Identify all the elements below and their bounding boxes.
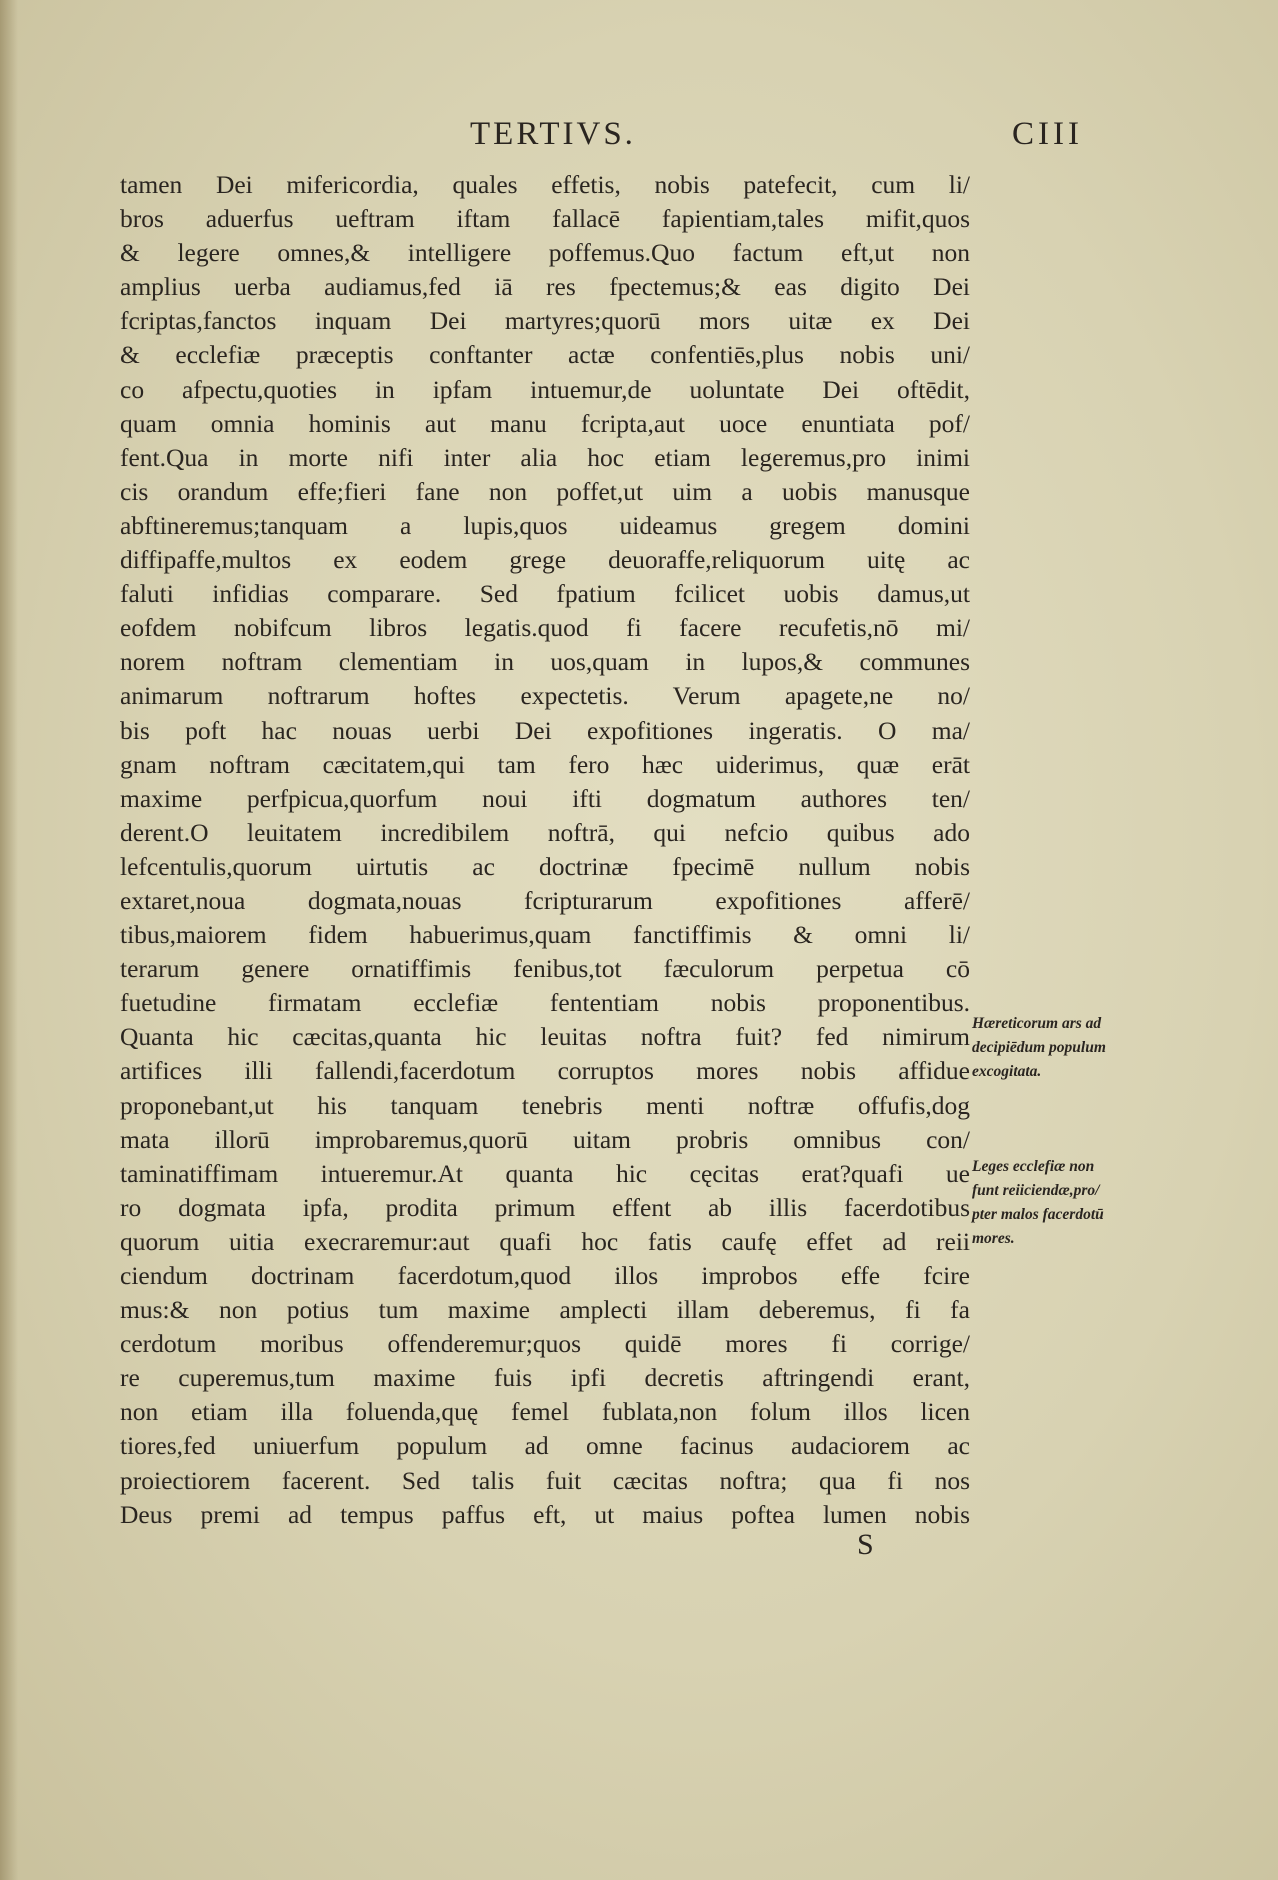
marginal-note-line: mores. — [972, 1230, 1015, 1247]
text-line: fuetudine firmatam ecclefiæ fententiam nobis proponentibus. — [120, 988, 970, 1018]
text-line: derent.O leuitatem incredibilem noftrā, qui nefcio quibus ado — [120, 817, 970, 847]
text-line: cerdotum moribus offenderemur;quos quidē mores fi corrige/ — [120, 1329, 970, 1359]
text-line: proiectiorem facerent. Sed talis fuit cæcitas noftra; qua fi nos — [120, 1465, 970, 1495]
text-line: tamen Dei mifericordia, quales effetis, nobis patefecit, cum li/ — [120, 170, 970, 199]
text-line: terarum genere ornatiffimis fenibus,tot fæculorum perpetua cō — [120, 954, 970, 984]
text-line: non etiam illa foluenda,quę femel fublata,non folum illos licen — [120, 1397, 970, 1427]
text-line: & ecclefiæ præceptis conftanter actæ confentiēs,plus nobis uni/ — [120, 340, 970, 370]
text-line: taminatiffimam intueremur.At quanta hic cęcitas erat?quafi ue — [120, 1158, 970, 1188]
text-line: eofdem nobifcum libros legatis.quod fi facere recufetis,nō mi/ — [120, 613, 970, 643]
text-line: tibus,maiorem fidem habuerimus,quam fanctiffimis & omni li/ — [120, 920, 970, 950]
text-line: amplius uerba audiamus,fed iā res fpectemus;& eas digito Dei — [120, 272, 970, 302]
text-line: co afpectu,quoties in ipfam intuemur,de uoluntate Dei oftēdit, — [120, 374, 970, 404]
text-line: ciendum doctrinam facerdotum,quod illos improbos effe fcire — [120, 1261, 970, 1290]
text-line: quam omnia hominis aut manu fcripta,aut uoce enuntiata pof/ — [120, 408, 970, 438]
text-line: re cuperemus,tum maxime fuis ipfi decretis aftringendi erant, — [120, 1363, 970, 1393]
text-line: cis orandum effe;fieri fane non poffet,ut uim a uobis manusque — [120, 476, 970, 506]
running-head: TERTIVS. — [470, 116, 636, 152]
text-line: proponebant,ut his tanquam tenebris menti noftræ offufis,dog — [120, 1090, 970, 1120]
text-line: artifices illi fallendi,facerdotum corruptos mores nobis affidue — [120, 1056, 970, 1086]
marginal-note-line: Leges ecclefiæ non — [972, 1158, 1095, 1175]
signature-mark: S — [857, 1528, 874, 1561]
text-line: fcriptas,fanctos inquam Dei martyres;quorū mors uitæ ex Dei — [120, 306, 970, 336]
text-line: mata illorū improbaremus,quorū uitam probris omnibus con/ — [120, 1124, 970, 1154]
folio-number: CIII — [1012, 116, 1083, 152]
text-line: Deus premi ad tempus paffus eft, ut maius poftea lumen nobis — [120, 1499, 970, 1529]
text-line: abftineremus;tanquam a lupis,quos uideamus gregem domini — [120, 510, 970, 540]
text-line: faluti infidias comparare. Sed fpatium fcilicet uobis damus,ut — [120, 579, 970, 609]
marginal-note-line: decipiēdum populum — [972, 1039, 1106, 1056]
text-line: mus:& non potius tum maxime amplecti illam deberemus, fi fa — [120, 1295, 970, 1325]
text-line: ro dogmata ipfa, prodita primum effent ab illis facerdotibus — [120, 1192, 970, 1222]
text-line: extaret,noua dogmata,nouas fcripturarum expofitiones afferē/ — [120, 885, 970, 915]
text-line: & legere omnes,& intelligere poffemus.Quo factum eft,ut non — [120, 238, 970, 268]
text-line: animarum noftrarum hoftes expectetis. Verum apagete,ne no/ — [120, 681, 970, 711]
marginal-note-line: excogitata. — [972, 1063, 1042, 1080]
text-line: bis poft hac nouas uerbi Dei expofitiones ingeratis. O ma/ — [120, 715, 970, 745]
text-line: gnam noftram cæcitatem,qui tam fero hæc uiderimus, quæ erāt — [120, 749, 970, 779]
marginal-note — [972, 1155, 1152, 1251]
text-line: bros aduerfus ueftram iftam fallacē fapientiam,tales mifit,quos — [120, 204, 970, 234]
marginal-note-line: pter malos facerdotū — [972, 1206, 1104, 1223]
text-line: tiores,fed uniuerfum populum ad omne facinus audaciorem ac — [120, 1431, 970, 1461]
marginal-note — [972, 1012, 1152, 1084]
text-line: diffipaffe,multos ex eodem grege deuoraffe,reliquorum uitę ac — [120, 545, 970, 575]
text-line: Quanta hic cæcitas,quanta hic leuitas noftra fuit? fed nimirum — [120, 1022, 970, 1052]
text-line: lefcentulis,quorum uirtutis ac doctrinæ fpecimē nullum nobis — [120, 851, 970, 881]
text-line: quorum uitia execraremur:aut quafi hoc fatis caufę effet ad reii — [120, 1226, 970, 1256]
marginal-note-line: Hæreticorum ars ad — [972, 1015, 1102, 1032]
page-edge — [0, 0, 18, 1880]
text-line: maxime perfpicua,quorfum noui ifti dogmatum authores ten/ — [120, 783, 970, 813]
text-line: norem noftram clementiam in uos,quam in lupos,& communes — [120, 647, 970, 677]
text-line: fent.Qua in morte nifi inter alia hoc etiam legeremus,pro inimi — [120, 442, 970, 472]
marginal-note-line: funt reiiciendæ,pro/ — [972, 1182, 1100, 1199]
body-text — [120, 168, 970, 1532]
